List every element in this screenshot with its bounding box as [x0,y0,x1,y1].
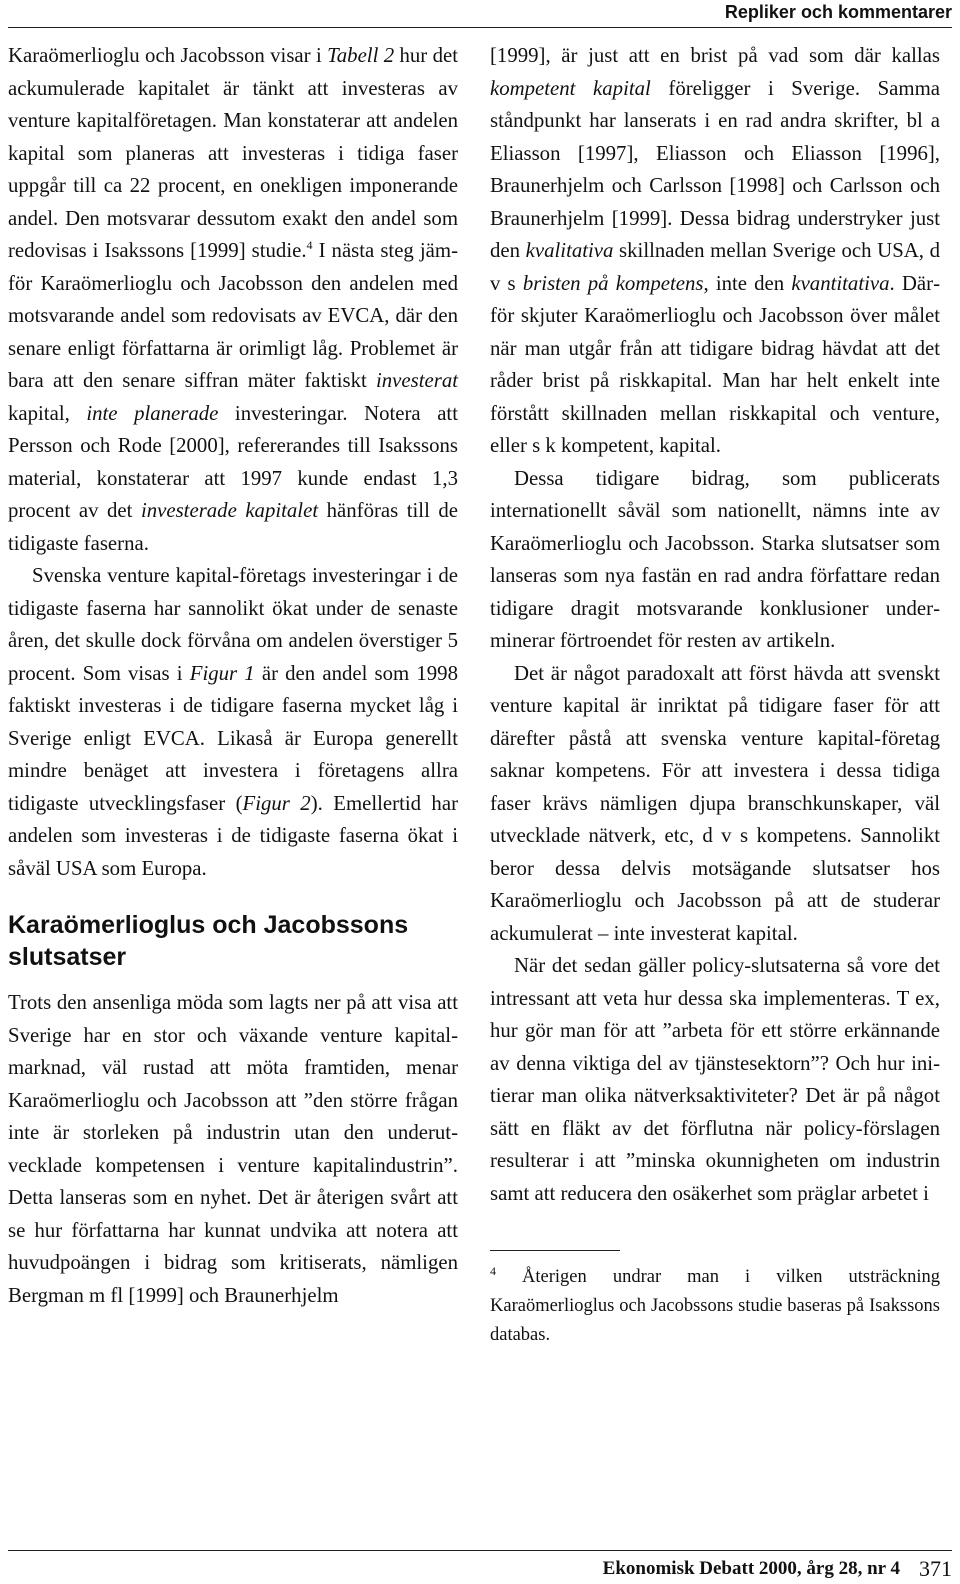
paragraph [490,463,940,658]
text-run: När det sedan gäller policy-slutsaterna så vore det intressant att veta hur dessa ska implementeras. T ex, hur gör man för att ”arbeta för ett större erkännande av denna viktiga del av tjänstesektorn”? Och hur initierar man olika nätverksaktiviteter? Det är på något sätt en fläkt av det förflutna när policy-förslagen resulterar i att ”minska okunnigheten om industrin samt att reducera den osäkerhet som präglar arbetet i [490,954,940,1205]
text-run: föreligger i Sverige. Samma ståndpunkt har lanserats i en rad andra skrifter, bl a Eliasson [1997], Eliasson och Eliasson [1996], Braunerhjelm och Carlsson [1998] och Carlsson och Braunerhjelm [1999]. Dessa bidrag understryker just den [490,76,940,262]
text-run: Det är något paradoxalt att först hävda att svenskt venture kapital är inriktat på tidigare faser för att därefter påstå att svenska venture kapital-företag saknar kompetens. För att investera i dessa tidiga faser krävs nämligen djupa branschkunskaper, väl utvecklade nätverk, etc, d v s kompetens. Sannolikt beror dessa delvis motsägande slutsatser hos Karaömerlioglu och Jacobsson på att de studerar ackumulerat – inte investerat kapital. [490,661,940,945]
page-number: 371 [919,1556,952,1581]
emphasis: inte planerade [86,401,219,425]
text-run: Dessa tidigare bidrag, som publicerats internationellt såväl som nationellt, nämns inte av Karaömerlioglu och Jacobsson. Starka slutsatser som lanseras som nya fastän en rad andra författare redan tidigare dragit motsvarande konklusioner underminerar förtroendet för resten av artikeln. [490,466,940,652]
right-column [490,40,940,1350]
page-footer [0,1548,960,1584]
text-run: [1999], är just att en brist på vad som där kallas [490,44,940,67]
running-title: Repliker och kommentarer [724,2,952,22]
paragraph [8,560,458,885]
paragraph [8,40,458,560]
left-column [8,40,458,1312]
paragraph [490,40,940,463]
footer-rule [8,1550,952,1551]
emphasis: Tabell 2 [327,44,395,67]
emphasis: bristen på kompetens [522,271,704,295]
text-run: investeringar. Notera att Persson och Rode [2000], refererandes till Isakssons material, konstaterar att 1997 kunde endast 1,3 procent av det [8,401,458,522]
text-run: är den andel som 1998 faktiskt investeras i de tidigare faserna mycket låg i Sverige enligt EVCA. Likaså är Europa generellt mindre benäget att investera i företagens allra tidigaste utvecklingsfaser ( [8,661,458,815]
text-run: hänföras till de tidigaste faserna. [8,499,458,555]
text-run: . Därför skjuter Karaömerlioglu och Jacobsson över målet när man utgår från att tidigare bidrag hävdat att det råder brist på riskkapital. Man har helt enkelt inte förstått skillnaden mellan riskkapital och venture, eller s k kompetent, kapital. [490,271,940,457]
emphasis: kvantitativa [791,271,890,295]
header-rule [8,27,952,28]
page-header [0,0,960,30]
paragraph [490,950,940,1210]
emphasis: kompetent kapital [490,76,651,100]
emphasis: Figur 2 [242,791,311,815]
text-run: Trots den ansenliga möda som lagts ner på att visa att Sverige har en stor och växande venture kapital-marknad, väl rustad att möta framtiden, menar Karaömerlioglu och Jacobsson att ”den större frågan inte är storleken på industrin utan den underutvecklade kompetensen i venture kapitalindustrin”. Detta lanseras som en nyhet. Det är återigen svårt att se hur författarna har kunnat undvika att notera att huvudpoängen i bidrag som kritiserats, nämligen Bergman m fl [1999] och Braunerhjelm [8,991,458,1307]
text-run: ). Emellertid har andelen som investeras i de tidigaste faserna ökat i såväl USA som Europa. [8,791,458,880]
text-run: Karaömerlioglu och Jacobsson visar i [8,44,328,67]
text-run: Svenska venture kapital-företags investeringar i de tidigaste faserna har sannolikt ökat under de senaste åren, det skulle dock förvåna om andelen överstiger 5 procent. Som visas i [8,564,458,685]
emphasis: Figur 1 [189,661,255,685]
text-run: I nästa steg jämför Karaömerlioglu och Jacobsson den andelen med motsvarande andel som redovisats av EVCA, där den senare enligt författarna är orimligt låg. Problemet är bara att den senare siffran mäter faktiskt [8,239,458,392]
footnote-rule [490,1250,620,1251]
footnote-ref: 4 [490,1263,496,1278]
text-run: skillnaden mellan Sverige och USA, d v s [490,239,940,295]
text-run: Återigen undrar man i vilken utsträckning Karaömerlioglus och Jacobssons studie baseras på Isakssons databas. [490,1267,940,1345]
emphasis: investerat [375,369,458,392]
text-run: hur det ackumulerade kapitalet är tänkt att investeras av venture kapitalföretagen. Man konstaterar att andelen kapital som planeras att investeras i tidiga faser uppgår till ca 22 procent, en onekligen imponerande andel. Den motsvarar dessutom exakt den andel som redovisas i Isakssons [1999] studie. [8,44,459,262]
paragraph [8,987,458,1312]
emphasis: kvalitativa [525,239,614,262]
footnote-ref: 4 [306,238,313,253]
emphasis: investerade kapitalet [140,499,319,522]
paragraph [490,658,940,951]
text-run: kapital, [8,401,87,425]
journal-citation: Ekonomisk Debatt 2000, årg 28, nr 4 [602,1558,900,1579]
text-run: , inte den [703,271,792,295]
section-heading: Karaömerlioglus och Jacobssons slutsatser [8,911,409,971]
footnote [490,1263,940,1350]
